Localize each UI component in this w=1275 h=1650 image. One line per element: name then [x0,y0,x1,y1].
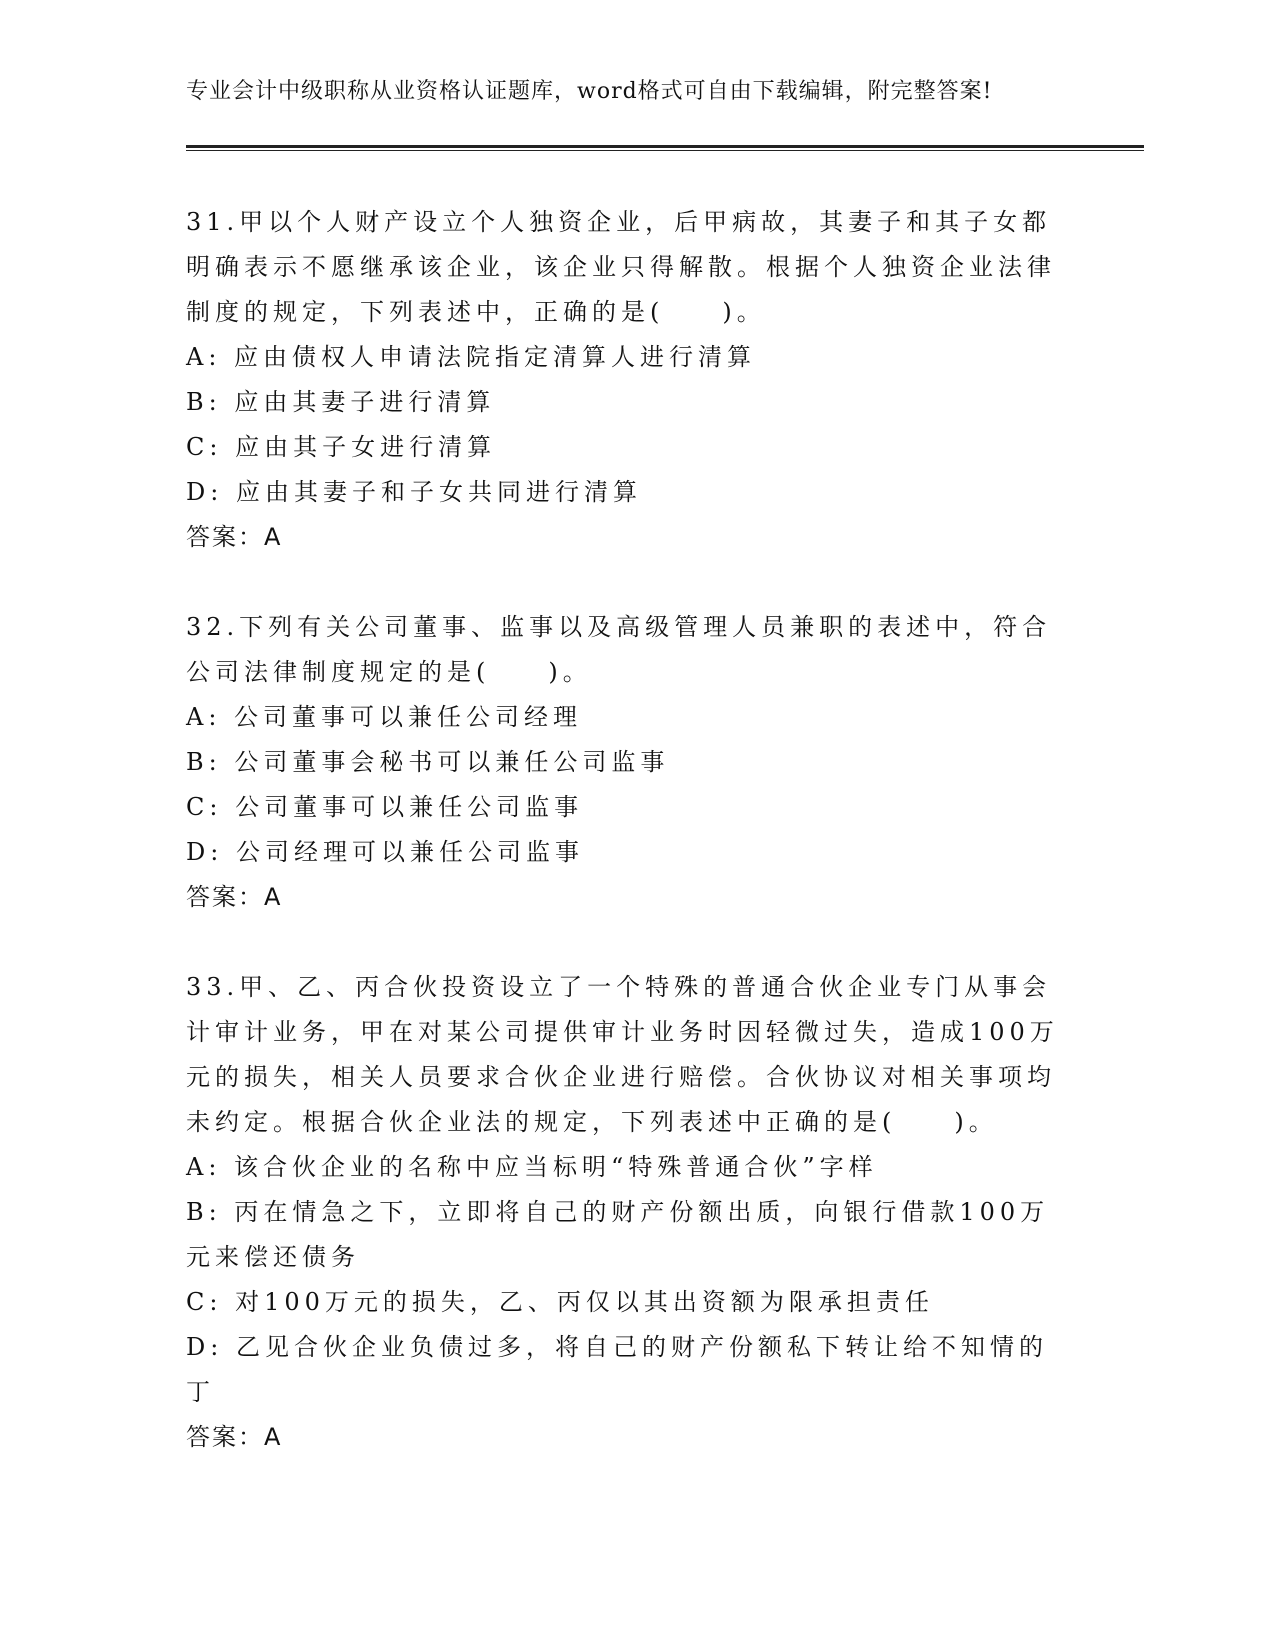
option-c: C: 公司董事可以兼任公司监事 [186,793,584,821]
option-b: B: 丙在情急之下，立即将自己的财产份额出质，向银行借款100万元来偿还债务 [186,1198,1050,1271]
option-d: D: 公司经理可以兼任公司监事 [186,838,584,866]
question-32 [186,605,1066,920]
answer: 答案：A [186,1423,283,1451]
question-31 [186,200,1066,560]
page-header: 专业会计中级职称从业资格认证题库，word格式可自由下载编辑，附完整答案! [186,79,993,104]
answer: 答案：A [186,883,283,911]
option-d: D: 应由其妻子和子女共同进行清算 [186,478,642,506]
question-33 [186,965,1066,1460]
answer: 答案：A [186,523,283,551]
option-d: D: 乙见合伙企业负债过多，将自己的财产份额私下转让给不知情的丁 [186,1333,1048,1406]
question-stem: 33.甲、乙、丙合伙投资设立了一个特殊的普通合伙企业专门从事会计审计业务，甲在对某公司提供审计业务时因轻微过失，造成100万元的损失，相关人员要求合伙企业进行赔偿。合伙协议对相关事项均未约定。根据合伙企业法的规定，下列表述中正确的是( )。 [186,973,1059,1136]
question-list [186,200,1066,1505]
option-b: B: 公司董事会秘书可以兼任公司监事 [186,748,670,776]
question-stem: 32.下列有关公司董事、监事以及高级管理人员兼职的表述中，符合公司法律制度规定的是( )。 [186,613,1052,686]
question-stem: 31.甲以个人财产设立个人独资企业，后甲病故，其妻子和其子女都明确表示不愿继承该企业，该企业只得解散。根据个人独资企业法律制度的规定，下列表述中，正确的是( )。 [186,208,1056,326]
option-c: C: 应由其子女进行清算 [186,433,497,461]
option-a: A: 该合伙企业的名称中应当标明“特殊普通合伙”字样 [186,1153,878,1181]
option-a: A: 应由债权人申请法院指定清算人进行清算 [186,343,757,371]
option-b: B: 应由其妻子进行清算 [186,388,496,416]
header-rule [186,145,1144,148]
option-a: A: 公司董事可以兼任公司经理 [186,703,583,731]
option-c: C: 对100万元的损失，乙、丙仅以其出资额为限承担责任 [186,1288,934,1316]
